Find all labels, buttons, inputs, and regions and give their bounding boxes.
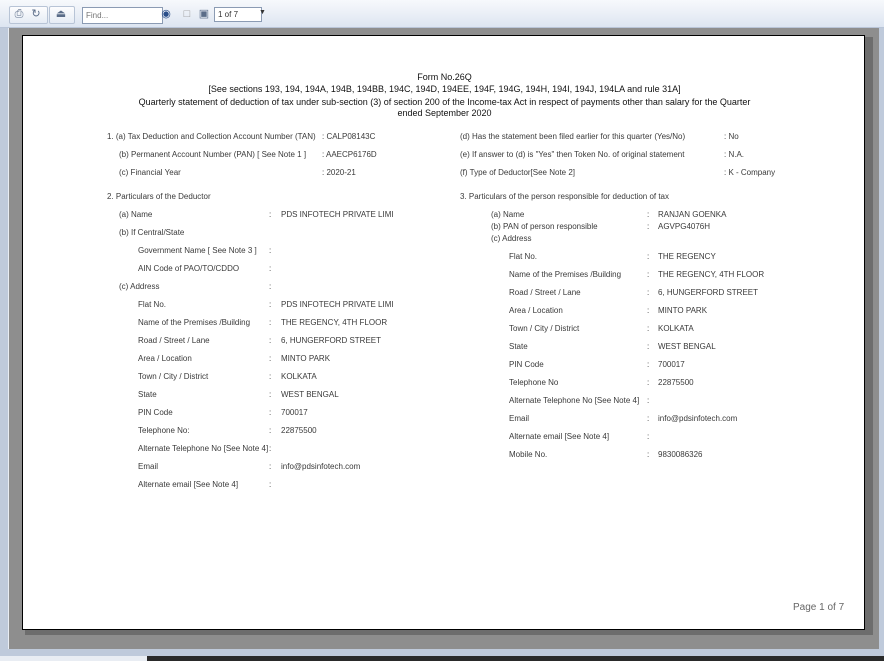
responsible-label: (b) PAN of person responsible xyxy=(491,222,598,231)
colon: : xyxy=(647,450,650,459)
form-title: Form No.26Q xyxy=(417,72,472,82)
fy-label: (c) Financial Year xyxy=(119,168,181,177)
page-number: Page 1 of 7 xyxy=(793,602,845,613)
deductor-value: 700017 xyxy=(281,408,308,417)
colon: : xyxy=(269,210,272,219)
deductor-label: Alternate Telephone No [See Note 4] xyxy=(138,444,269,453)
deductor-label: State xyxy=(138,390,157,399)
deductor-label: (b) If Central/State xyxy=(119,228,185,237)
responsible-value: WEST BENGAL xyxy=(658,342,716,351)
deductor-label: Alternate email [See Note 4] xyxy=(138,480,239,489)
taskbar-strip xyxy=(147,656,884,661)
responsible-label: Road / Street / Lane xyxy=(509,288,581,297)
report-page xyxy=(22,35,865,630)
responsible-value: info@pdsinfotech.com xyxy=(658,414,738,423)
responsible-value: 6, HUNGERFORD STREET xyxy=(658,288,759,297)
tan-value: : CALP08143C xyxy=(322,132,376,141)
colon: : xyxy=(269,264,272,273)
deductor-value: MINTO PARK xyxy=(281,354,331,363)
colon: : xyxy=(647,210,650,219)
export-icon[interactable]: ⏏ xyxy=(55,8,67,20)
refresh-icon[interactable]: ↻ xyxy=(31,8,41,20)
responsible-value: RANJAN GOENKA xyxy=(658,210,727,219)
colon: : xyxy=(647,270,650,279)
colon: : xyxy=(269,354,272,363)
colon: : xyxy=(647,252,650,261)
responsible-label: Alternate Telephone No [See Note 4] xyxy=(509,396,640,405)
pan-value: : AAECP6176D xyxy=(322,150,377,159)
deductor-label: (a) Name xyxy=(119,210,153,219)
deductor-value: PDS INFOTECH PRIVATE LIMI xyxy=(281,300,394,309)
colon: : xyxy=(269,408,272,417)
filed-earlier-label: (d) Has the statement been filed earlier for this quarter (Yes/No) xyxy=(460,132,686,141)
responsible-label: Area / Location xyxy=(509,306,563,315)
colon: : xyxy=(269,390,272,399)
tan-label: 1. (a) Tax Deduction and Collection Account Number (TAN) xyxy=(107,132,316,141)
deductor-heading: 2. Particulars of the Deductor xyxy=(107,192,211,201)
colon: : xyxy=(647,324,650,333)
form-sections: [See sections 193, 194, 194A, 194B, 194BB, 194C, 194D, 194EE, 194F, 194G, 194H, 194I, 194J, 194LA and rule 31A] xyxy=(208,84,681,94)
colon: : xyxy=(269,372,272,381)
responsible-label: Flat No. xyxy=(509,252,538,261)
deductor-value: WEST BENGAL xyxy=(281,390,339,399)
responsible-label: Mobile No. xyxy=(509,450,548,459)
filed-earlier-value: : No xyxy=(724,132,739,141)
colon: : xyxy=(269,300,272,309)
colon: : xyxy=(647,342,650,351)
token-label: (e) If answer to (d) is "Yes" then Token No. of original statement xyxy=(460,150,685,159)
colon: : xyxy=(647,222,650,231)
deductor-label: Flat No. xyxy=(138,300,167,309)
colon: : xyxy=(269,318,272,327)
deductor-label: Area / Location xyxy=(138,354,192,363)
binoculars-icon[interactable]: ◉ xyxy=(161,8,171,20)
colon: : xyxy=(647,396,650,405)
find-input[interactable] xyxy=(82,7,163,24)
page-icon[interactable]: □ xyxy=(183,8,191,20)
deductor-label: Telephone No: xyxy=(138,426,190,435)
deductor-label: AIN Code of PAO/TO/CDDO xyxy=(138,264,240,273)
colon: : xyxy=(647,288,650,297)
responsible-label: (a) Name xyxy=(491,210,525,219)
deductor-value: PDS INFOTECH PRIVATE LIMI xyxy=(281,210,394,219)
colon: : xyxy=(269,444,272,453)
colon: : xyxy=(647,378,650,387)
report-toolbar xyxy=(0,0,884,28)
deductor-value: 22875500 xyxy=(281,426,317,435)
colon: : xyxy=(269,282,272,291)
colon: : xyxy=(269,480,272,489)
responsible-label: PIN Code xyxy=(509,360,544,369)
deductor-label: (c) Address xyxy=(119,282,160,291)
responsible-label: (c) Address xyxy=(491,234,532,243)
responsible-value: KOLKATA xyxy=(658,324,694,333)
responsible-value: 22875500 xyxy=(658,378,694,387)
deductor-label: Road / Street / Lane xyxy=(138,336,210,345)
responsible-label: State xyxy=(509,342,528,351)
responsible-label: Email xyxy=(509,414,530,423)
deductor-label: Town / City / District xyxy=(138,372,209,381)
colon: : xyxy=(647,360,650,369)
print-icon[interactable]: ⎙ xyxy=(14,8,24,20)
responsible-label: Name of the Premises /Building xyxy=(509,270,622,279)
page-selector[interactable]: 1 of 7 xyxy=(214,7,262,22)
page-layout-icon[interactable]: ▣ xyxy=(198,8,210,20)
deductor-type-label: (f) Type of Deductor[See Note 2] xyxy=(460,168,576,177)
responsible-value: THE REGENCY, 4TH FLOOR xyxy=(658,270,765,279)
deductor-value: info@pdsinfotech.com xyxy=(281,462,361,471)
colon: : xyxy=(269,426,272,435)
deductor-value: THE REGENCY, 4TH FLOOR xyxy=(281,318,388,327)
colon: : xyxy=(269,336,272,345)
form-description-1: Quarterly statement of deduction of tax under sub-section (3) of section 200 of the Income-tax Act in respect of payments other than salary for the Quarter xyxy=(138,97,751,107)
responsible-value: 9830086326 xyxy=(658,450,703,459)
deductor-label: Government Name [ See Note 3 ] xyxy=(138,246,257,255)
deductor-value: 6, HUNGERFORD STREET xyxy=(281,336,382,345)
colon: : xyxy=(647,306,650,315)
responsible-value: AGVPG4076H xyxy=(658,222,711,231)
pan-label: (b) Permanent Account Number (PAN) [ See Note 1 ] xyxy=(119,150,307,159)
colon: : xyxy=(269,462,272,471)
deductor-value: KOLKATA xyxy=(281,372,317,381)
responsible-label: Alternate email [See Note 4] xyxy=(509,432,610,441)
colon: : xyxy=(269,246,272,255)
form-description-2: ended September 2020 xyxy=(397,108,492,118)
responsible-label: Town / City / District xyxy=(509,324,580,333)
fy-value: : 2020-21 xyxy=(322,168,356,177)
chevron-down-icon[interactable]: ▼ xyxy=(259,9,266,16)
deductor-type-value: : K - Company xyxy=(724,168,776,177)
responsible-heading: 3. Particulars of the person responsible for deduction of tax xyxy=(460,192,670,201)
responsible-value: MINTO PARK xyxy=(658,306,708,315)
token-value: : N.A. xyxy=(724,150,745,159)
report-viewer[interactable] xyxy=(8,28,879,649)
status-bar-left xyxy=(0,656,147,661)
deductor-label: Name of the Premises /Building xyxy=(138,318,251,327)
deductor-label: Email xyxy=(138,462,159,471)
responsible-label: Telephone No xyxy=(509,378,559,387)
responsible-value: 700017 xyxy=(658,360,685,369)
colon: : xyxy=(647,414,650,423)
responsible-value: THE REGENCY xyxy=(658,252,716,261)
colon: : xyxy=(647,432,650,441)
deductor-label: PIN Code xyxy=(138,408,173,417)
